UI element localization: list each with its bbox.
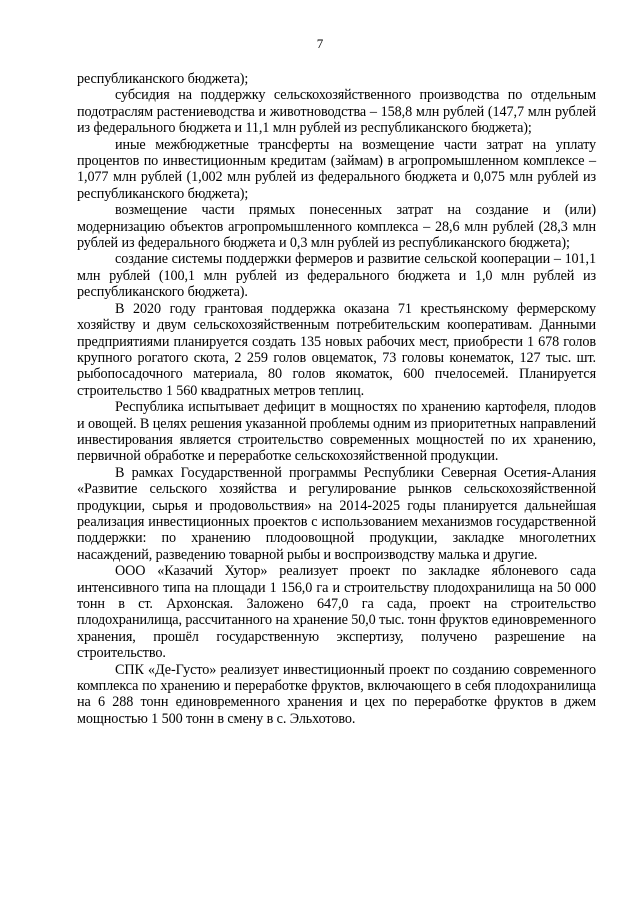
paragraph-subsidy-production: субсидия на поддержку сельскохозяйственного производства по отдельным подотраслям растениеводства и животноводства – 158,8 млн рублей (147,7 млн рублей из федерального бюджета и 11,1 млн рублей из республиканского бюджета);: [77, 87, 596, 137]
paragraph-de-gusto: СПК «Де-Густо» реализует инвестиционный проект по созданию современного комплекса по хранению и переработке фруктов, включающего в себя плодохранилища на 6 288 тонн единовременного хранения и цех по переработке фруктов в джем мощностью 1 500 тонн в смену в с. Эльхотово.: [77, 661, 596, 727]
document-body: [77, 71, 596, 727]
paragraph-kazachiy-khutor: ООО «Казачий Хутор» реализует проект по закладке яблоневого сада интенсивного типа на площади 1 156,0 га и строительству плодохранилища на 50 000 тонн в ст. Архонская. Заложено 647,0 га сада, проект на строительство плодохранилища, рассчитанного на хранение 50,0 тыс. тонн фруктов единовременного хранения, прошёл государственную экспертизу, получено разрешение на строительство.: [77, 563, 596, 662]
paragraph-budget-continuation: республиканского бюджета);: [77, 71, 249, 87]
page-number: 7: [316, 36, 324, 51]
paragraph-state-program: В рамках Государственной программы Республики Северная Осетия-Алания «Развитие сельского хозяйства и регулирование рынков сельскохозяйственной продукции, сырья и продовольствия» на 2014-2025 годы планируется дальнейшая реализация инвестиционных проектов с использованием механизмов государственной поддержки: по хранению плодоовощной продукции, закладке многолетних насаждений, разведению товарной рыбы и воспроизводству малька и другие.: [77, 464, 596, 563]
paragraph-direct-costs: возмещение части прямых понесенных затрат на создание и (или) модернизацию объектов агропромышленного комплекса – 28,6 млн рублей (28,3 млн рублей из федерального бюджета и 0,3 млн рублей из республиканского бюджета);: [77, 202, 596, 252]
paragraph-farmer-support: создание системы поддержки фермеров и развитие сельской кооперации – 101,1 млн рублей (100,1 млн рублей из федерального бюджета и 1,0 млн рублей из республиканского бюджета).: [77, 251, 596, 301]
paragraph-interbudget-transfers: иные межбюджетные трансферты на возмещение части затрат на уплату процентов по инвестиционным кредитам (займам) в агропромышленном комплексе – 1,077 млн рублей (1,002 млн рублей из федерального бюджета и 0,075 млн рублей из республиканского бюджета);: [77, 136, 596, 202]
paragraph-grant-support-2020: В 2020 году грантовая поддержка оказана 71 крестьянскому фермерскому хозяйству и двум сельскохозяйственным потребительским кооперативам. Данными предприятиями планируется создать 135 новых рабочих мест, приобрести 1 678 голов крупного рогатого скота, 2 259 голов овцематок, 73 головы конематок, 127 тыс. шт. рыбопосадочного материала, 80 голов якоматок, 600 пчелосемей. Планируется строительство 1 560 квадратных метров теплиц.: [77, 300, 596, 399]
paragraph-storage-deficit: Республика испытывает дефицит в мощностях по хранению картофеля, плодов и овощей. В целях решения указанной проблемы одним из приоритетных направлений инвестирования является строительство современных мощностей по их хранению, первичной обработке и переработке сельскохозяйственной продукции.: [77, 399, 596, 465]
